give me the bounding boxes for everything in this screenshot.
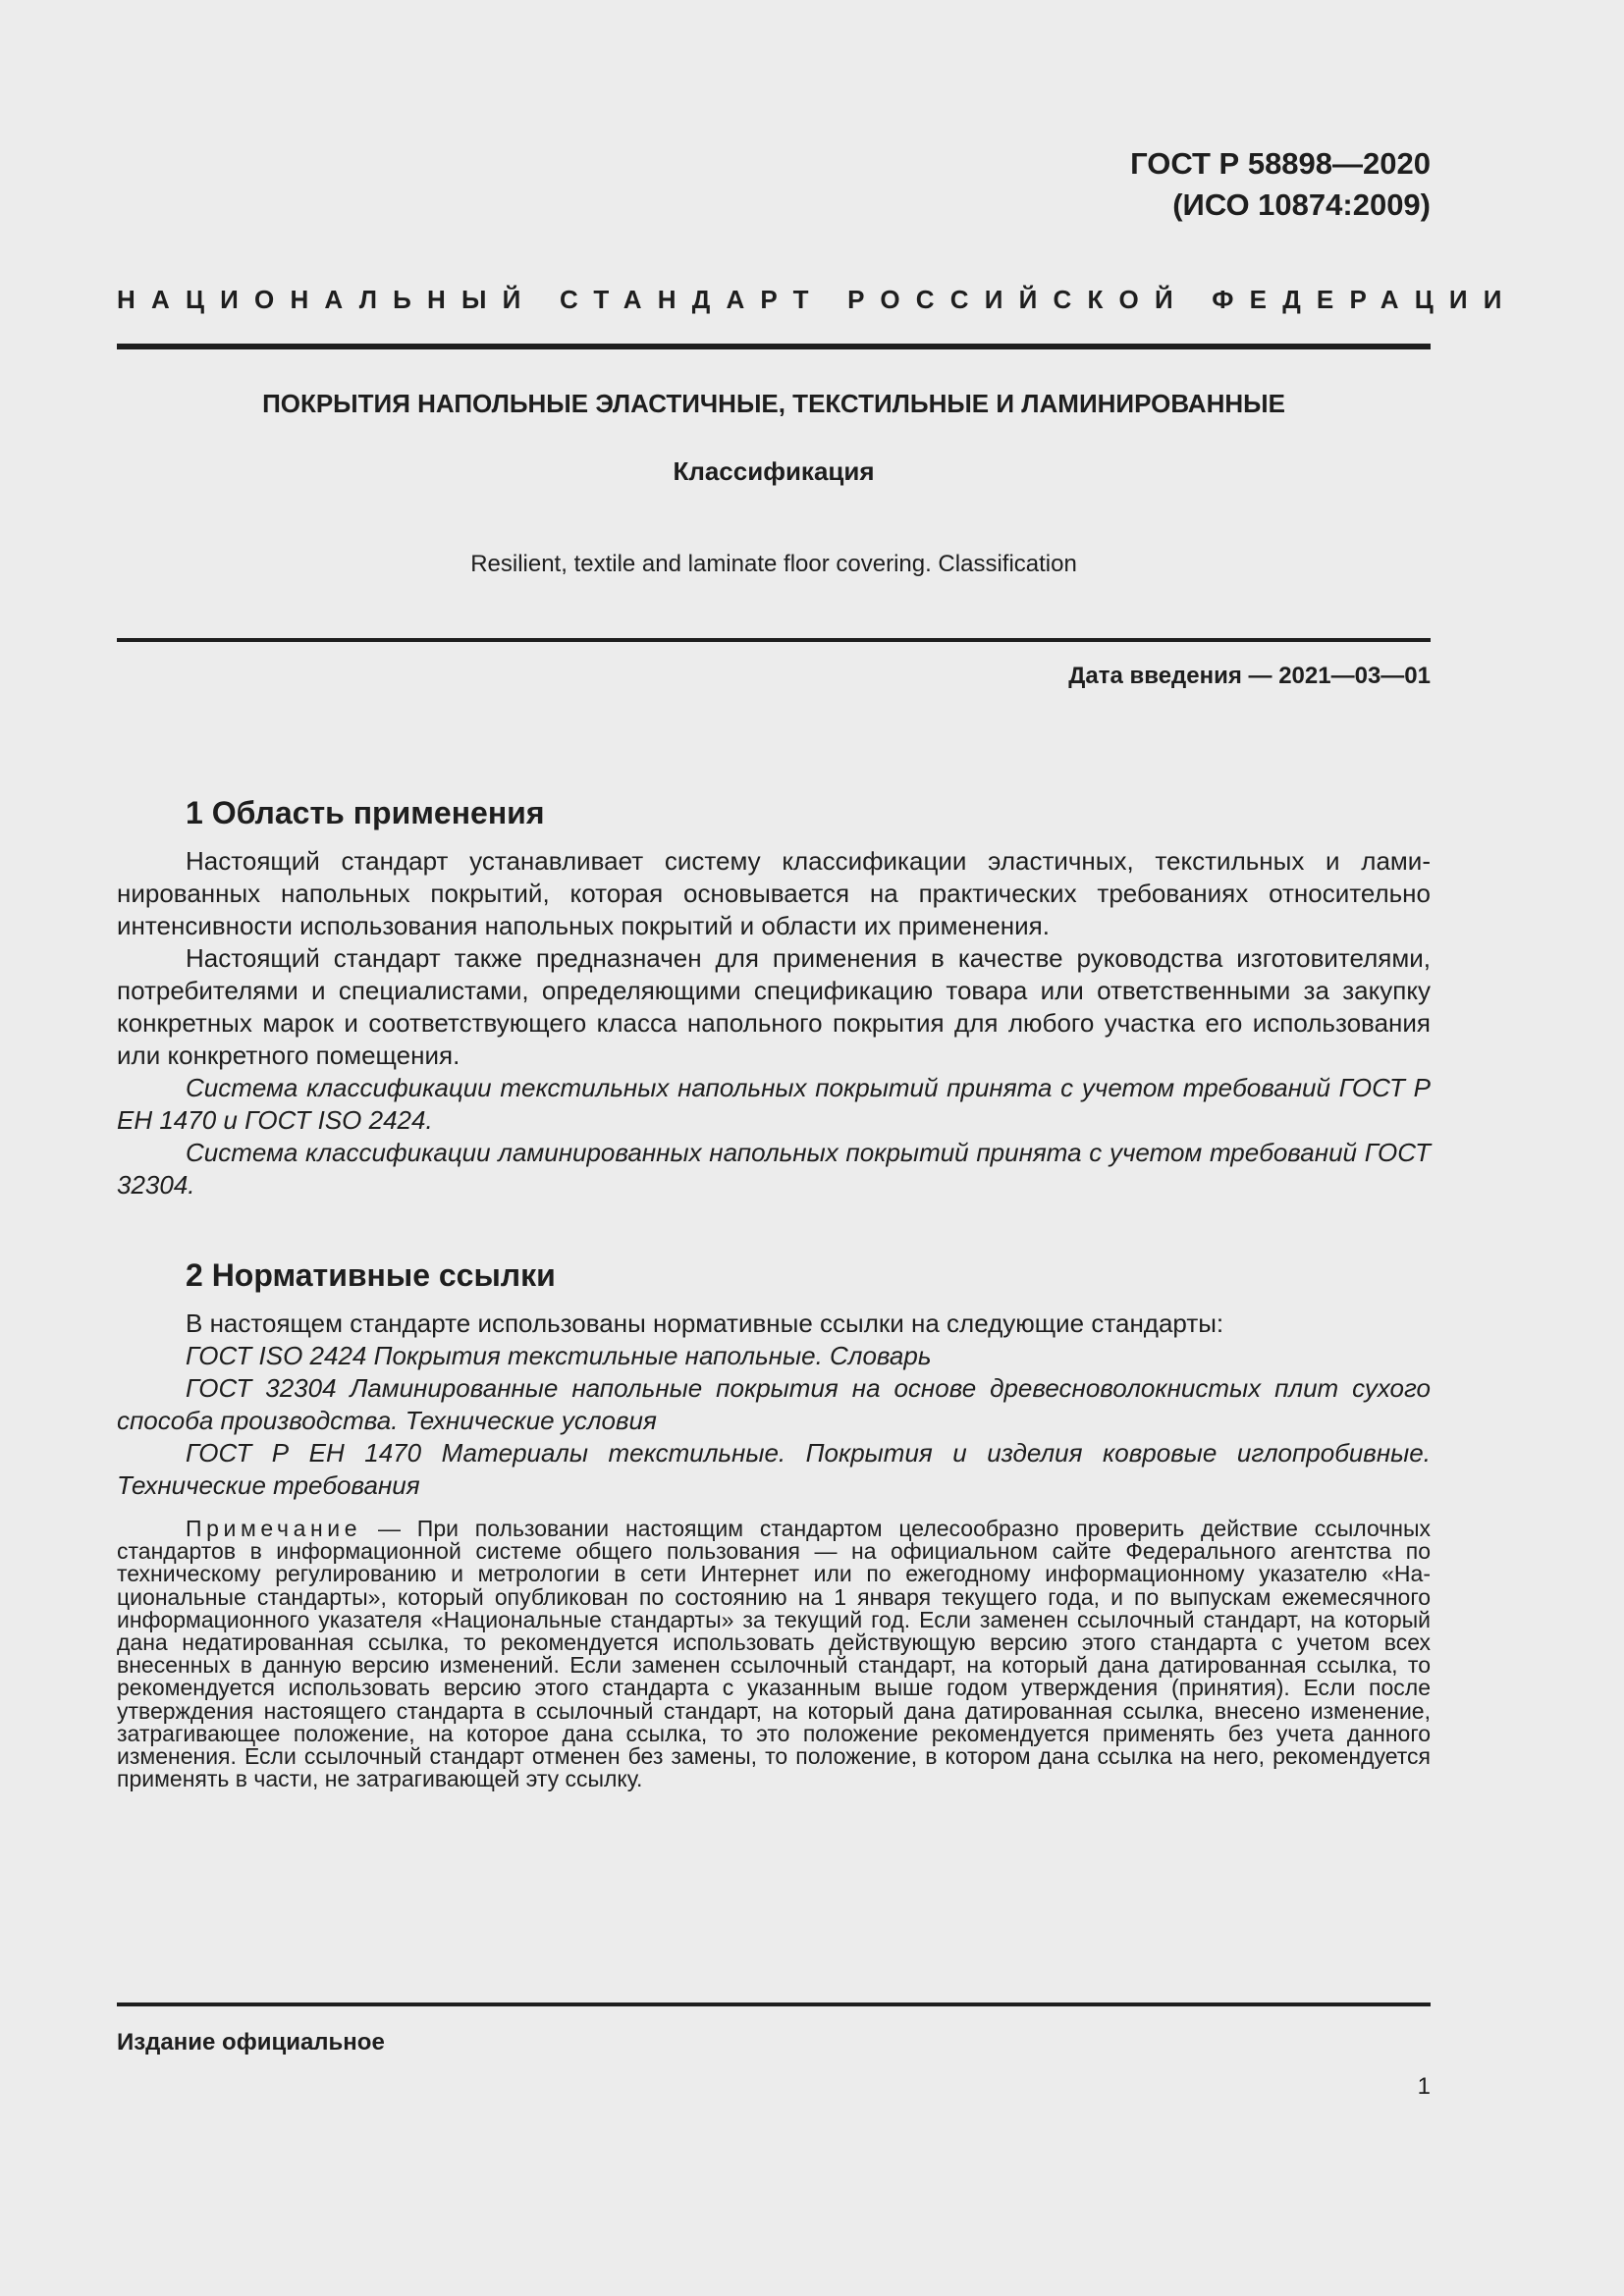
note-label: Примечание xyxy=(186,1516,362,1541)
document-subtitle: Классификация xyxy=(673,456,875,486)
national-standard-heading: НАЦИОНАЛЬНЫЙ СТАНДАРТ РОССИЙСКОЙ ФЕДЕРАЦИИ xyxy=(117,285,1518,314)
paragraph: Настоящий стандарт устанавливает систему классификации эластичных, текстильных и ламинированных напольных покрытий, которая основывается на практических требованиях относительно интенсивности использования напольных покрытий и области их применения. xyxy=(117,846,1431,940)
document-number xyxy=(1130,143,1431,226)
note xyxy=(117,1518,1431,1790)
section-normative-references xyxy=(117,1257,1431,1790)
document-number-iso: (ИСО 10874:2009) xyxy=(1172,187,1431,222)
document-title: ПОКРЫТИЯ НАПОЛЬНЫЕ ЭЛАСТИЧНЫЕ, ТЕКСТИЛЬНЫЕ И ЛАМИНИРОВАННЫЕ xyxy=(262,389,1285,418)
paragraph: В настоящем стандарте использованы нормативные ссылки на следующие стандарты: xyxy=(186,1308,1224,1338)
english-title: Resilient, textile and laminate floor covering. Classification xyxy=(470,551,1077,577)
reference-item: ГОСТ ISO 2424 Покрытия текстильные напольные. Словарь xyxy=(186,1341,932,1370)
title-divider xyxy=(117,638,1431,642)
reference-item: ГОСТ 32304 Ламинированные напольные покрытия на основе древесноволокнистых плит сухого способа производства. Технические условия xyxy=(117,1373,1431,1435)
reference-item: ГОСТ Р ЕН 1470 Материалы текстильные. Покрытия и изделия ковровые иглопробивные. Технические требования xyxy=(117,1438,1431,1500)
top-divider xyxy=(117,344,1431,349)
section-heading: 1 Область применения xyxy=(186,795,545,830)
official-edition-label: Издание официальное xyxy=(117,2029,385,2056)
document-number-gost: ГОСТ Р 58898—2020 xyxy=(1130,146,1431,181)
section-scope xyxy=(117,795,1431,1201)
footer-divider xyxy=(117,2002,1431,2006)
section-heading: 2 Нормативные ссылки xyxy=(186,1257,556,1293)
paragraph: Настоящий стандарт также предназначен для применения в качестве руководства изготовителями, потребителями и специалистами, определяющими спецификацию товара или ответственными за закупку конкретных марок и соответствующего класса напольного покрытия для любого участка его использования или конкретного помещения. xyxy=(117,943,1431,1070)
paragraph-italic: Система классификации текстильных напольных покрытий принята с учетом требований ГОСТ Р ЕН 1470 и ГОСТ ISO 2424. xyxy=(117,1073,1431,1135)
page-number: 1 xyxy=(1417,2073,1431,2100)
paragraph-italic: Система классификации ламинированных напольных покрытий принята с учетом требований ГОСТ 32304. xyxy=(117,1138,1431,1200)
introduction-date: Дата введения — 2021—03—01 xyxy=(1068,663,1431,689)
note-text: — При пользовании настоящим стандартом целесообразно проверить действие ссылочных стандартов в информационной системе общего пользования — на официальном сайте Федерального агентства по техническому регулированию и метрологии в сети Интернет или по ежегодному информационному указателю «Национальные стандарты», который опубликован по состоянию на 1 января текущего года, и по выпускам ежемесячного информационного указателя «Национальные стандарты» за текущий год. Если заменен ссылочный стандарт, на который дана недатированная ссылка, то рекомендуется использовать действующую версию этого стандарта с учетом всех внесенных в данную версию изменений. Если заменен ссылочный стандарт, на который дана датированная ссылка, то рекомендуется использовать версию этого стандарта с указанным выше годом утверждения (принятия). Если после утверждения настоящего стандарта в ссылочный стандарт, на который дана датированная ссылка, внесено изменение, затрагивающее положение, на которое дана ссылка, то это положение рекомендуется применять без учета данного изменения. Если ссылочный стандарт отменен без замены, то положение, в котором дана ссылка на него, рекомендуется применять в части, не затрагивающей эту ссылку. xyxy=(117,1516,1431,1792)
document-page xyxy=(117,0,1518,2296)
